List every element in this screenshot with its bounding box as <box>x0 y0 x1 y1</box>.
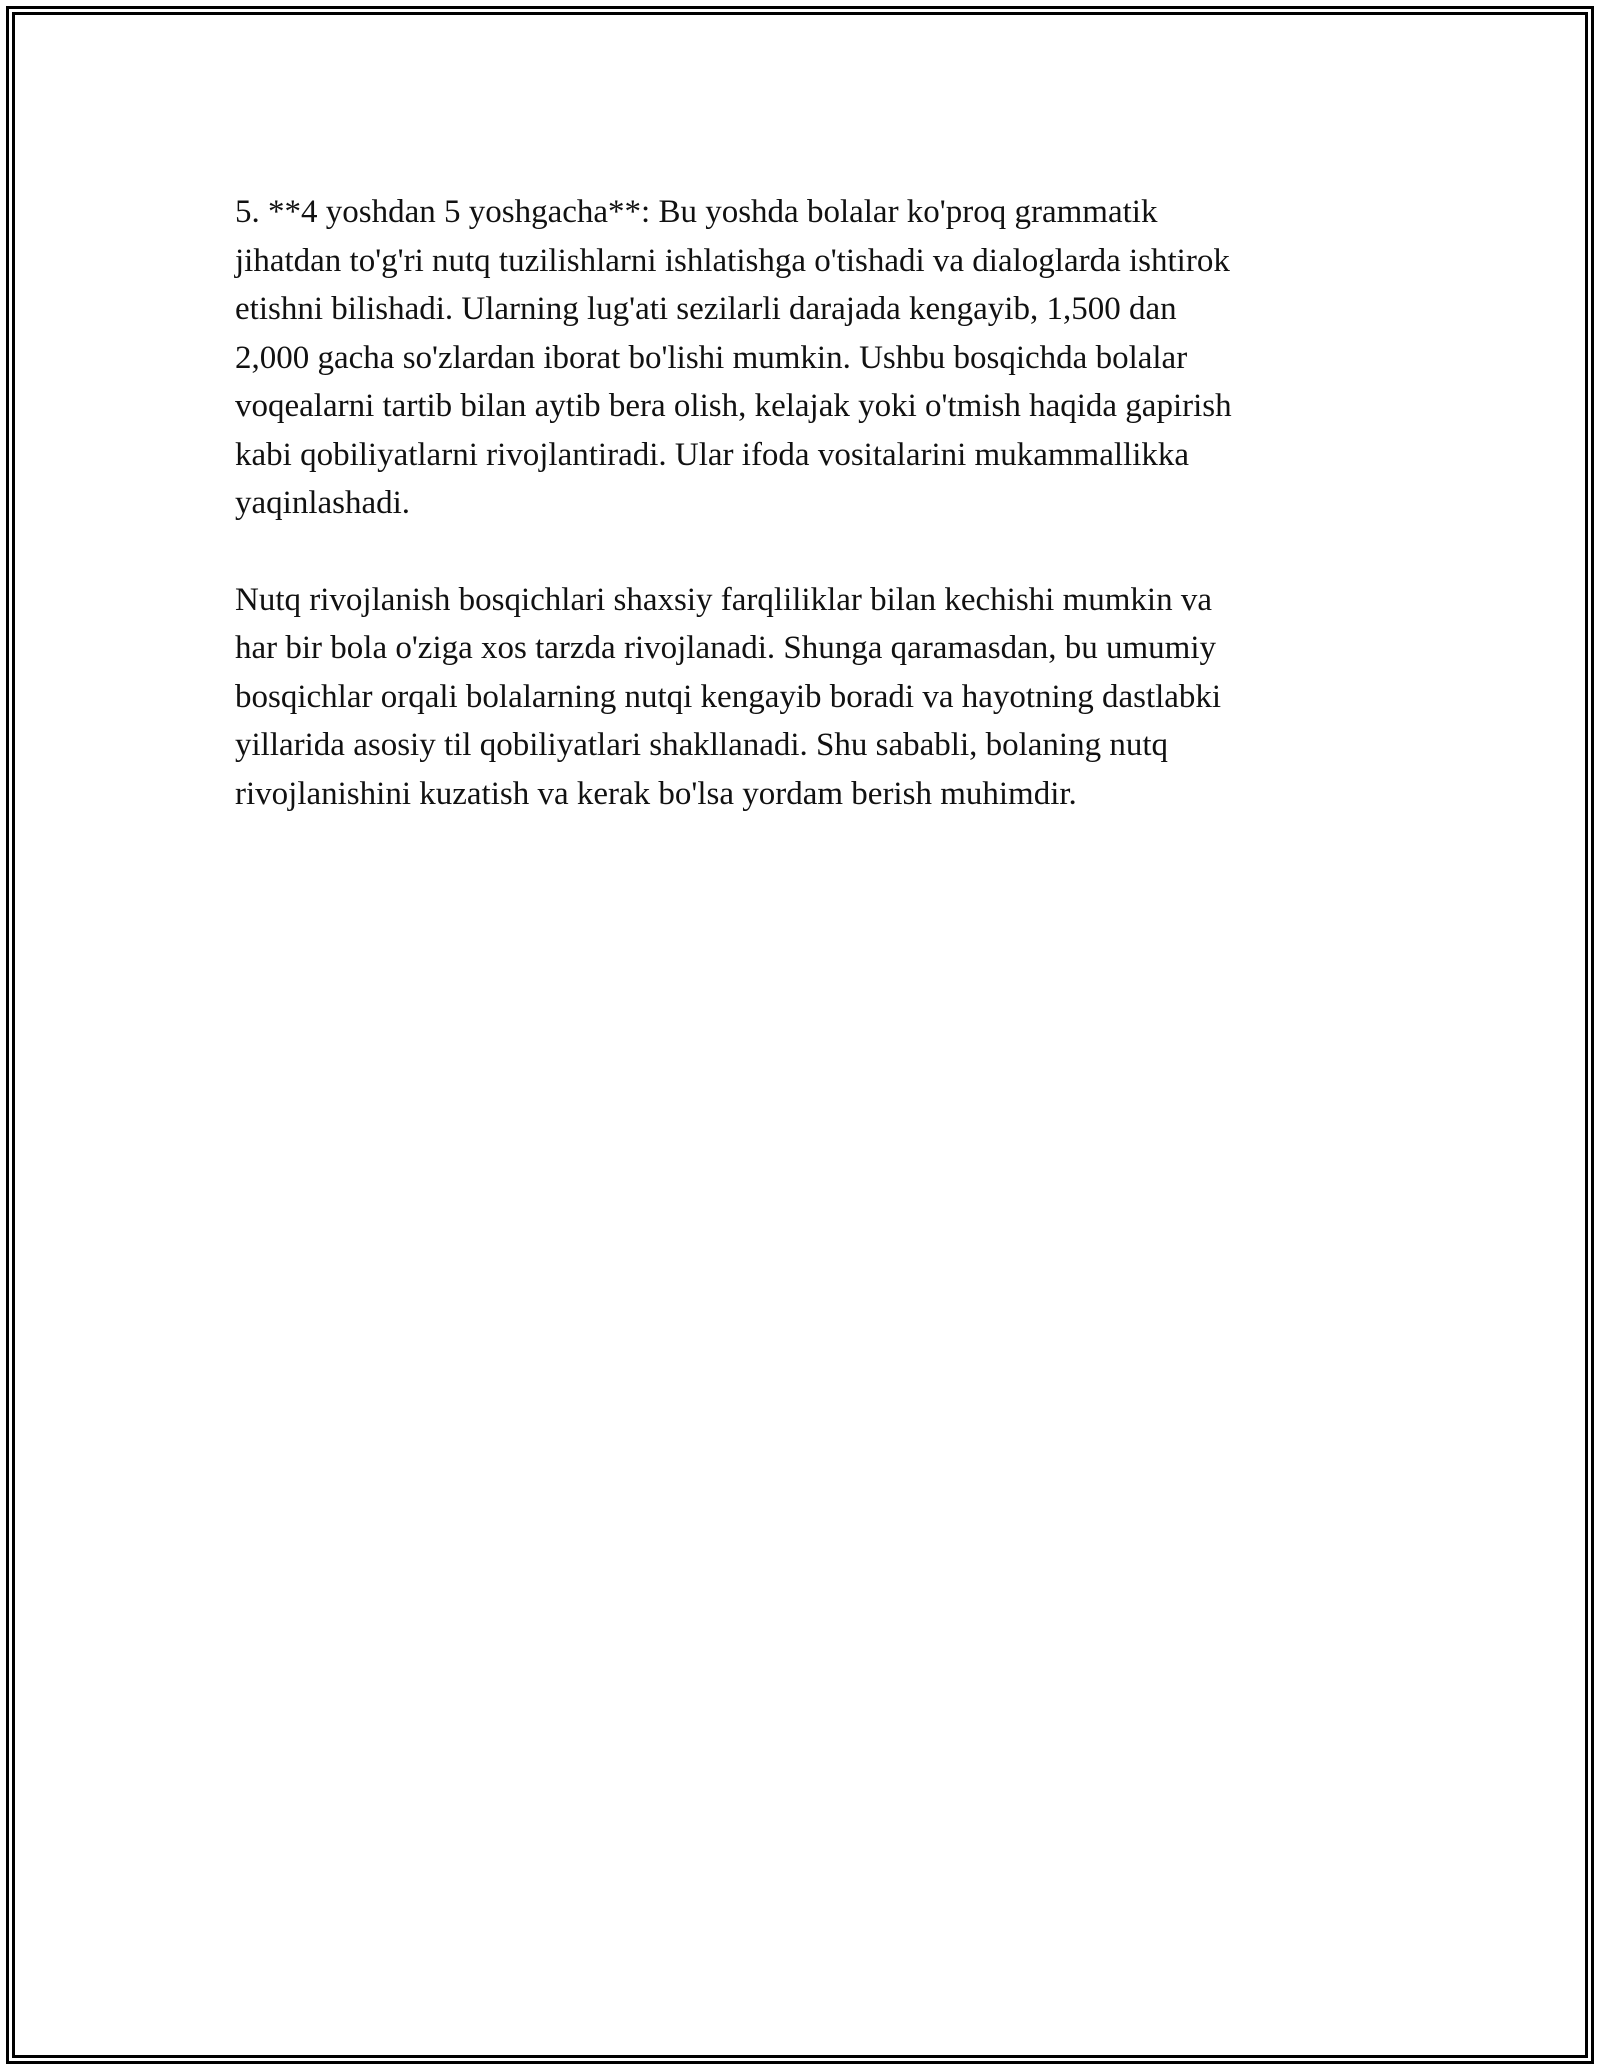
document-body <box>235 188 1365 818</box>
paragraph-age-4-5: 5. **4 yoshdan 5 yoshgacha**: Bu yoshda bolalar ko'proq grammatik jihatdan to'g'ri nutq tuzilishlarni ishlatishga o'tishadi va dialoglarda ishtirok etishni bilishadi. Ularning lug'ati sezilarli darajada kengayib, 1,500 dan 2,000 gacha so'zlardan iborat bo'lishi mumkin. Ushbu bosqichda bolalar voqealarni tartib bilan aytib bera olish, kelajak yoki o'tmish haqida gapirish kabi qobiliyatlarni rivojlantiradi. Ular ifoda vositalarini mukammallikka yaqinlashadi. <box>235 194 1232 521</box>
paragraph-conclusion: Nutq rivojlanish bosqichlari shaxsiy farqliliklar bilan kechishi mumkin va har bir bola o'ziga xos tarzda rivojlanadi. Shunga qaramasdan, bu umumiy bosqichlar orqali bolalarning nutqi kengayib boradi va hayotning dastlabki yillarida asosiy til qobiliyatlari shakllanadi. Shu sababli, bolaning nutq rivojlanishini kuzatish va kerak bo'lsa yordam berish muhimdir. <box>235 581 1222 812</box>
